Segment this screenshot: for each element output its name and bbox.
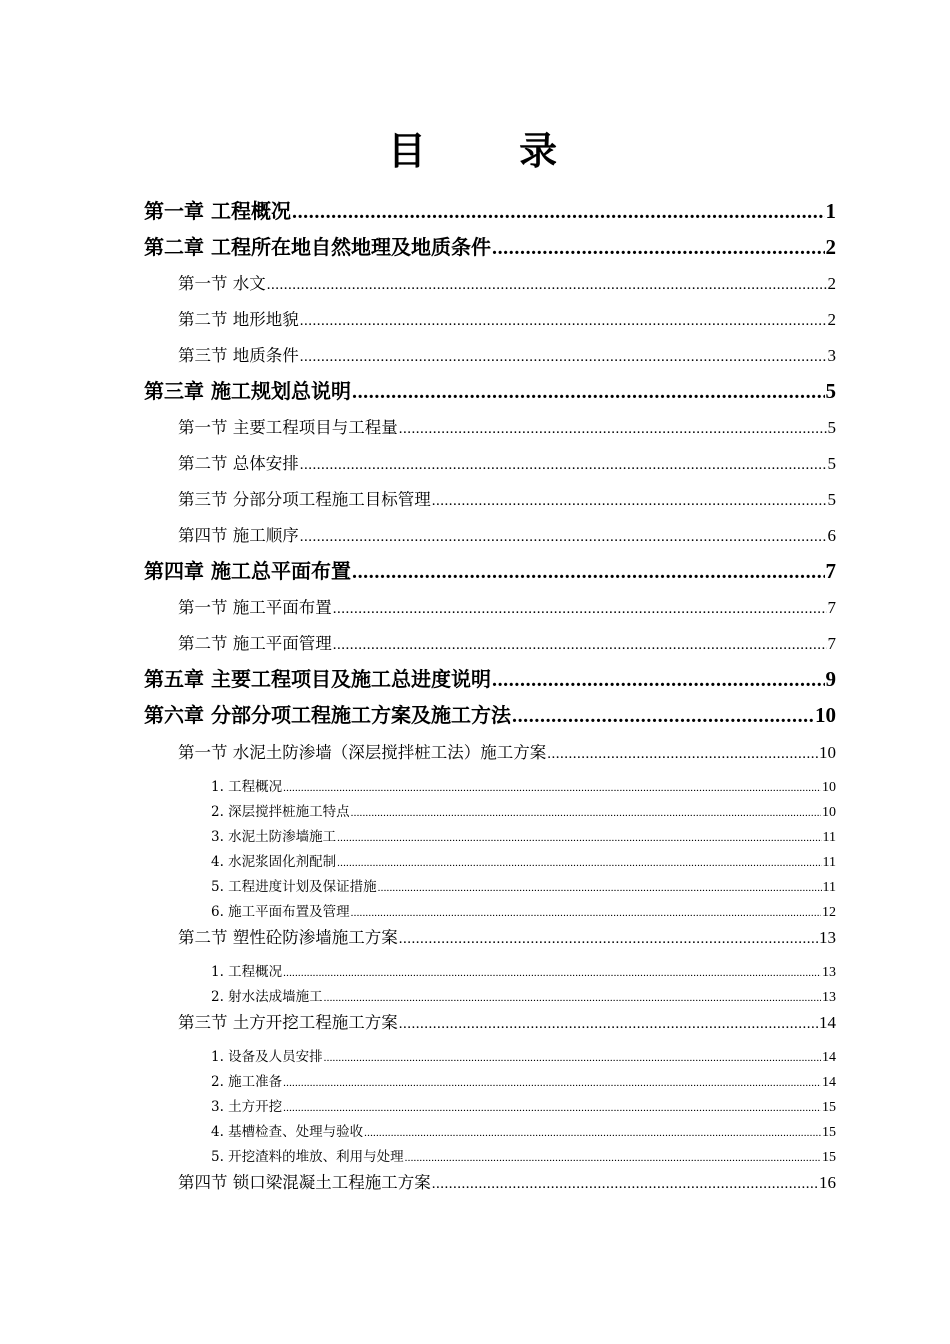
- toc-entry-label: 第二节 塑性砼防渗墙施工方案: [178, 928, 398, 947]
- toc-subsection-entry[interactable]: [211, 1045, 836, 1067]
- toc-entry-page: 10: [819, 743, 836, 762]
- dot-leader: [399, 1016, 818, 1033]
- toc-section-entry[interactable]: [178, 924, 836, 950]
- toc-subsection-entry[interactable]: [211, 1120, 836, 1142]
- toc-entry-label: 1. 工程概况: [211, 964, 283, 980]
- dot-leader: [300, 313, 827, 330]
- toc-entry-page: 3: [827, 346, 836, 365]
- toc-entry-label: 第一节 水泥土防渗墙（深层搅拌桩工法）施工方案: [178, 743, 547, 762]
- dot-leader: [352, 381, 825, 404]
- toc-section-entry[interactable]: [178, 450, 836, 476]
- toc-entry-label: 第三节 土方开挖工程施工方案: [178, 1013, 398, 1032]
- dot-leader: [324, 1052, 821, 1064]
- dot-leader: [283, 782, 821, 794]
- toc-section-entry[interactable]: [178, 739, 836, 765]
- toc-entry-page: 5: [825, 379, 836, 403]
- toc-entry-page: 5: [827, 418, 836, 437]
- dot-leader: [492, 669, 825, 692]
- toc-entry-page: 13: [822, 990, 836, 1005]
- dot-leader: [300, 457, 827, 474]
- toc-subsection-entry[interactable]: [211, 850, 836, 872]
- toc-entry-page: 14: [822, 1075, 836, 1090]
- toc-entry-label: 第四节 施工顺序: [178, 526, 299, 545]
- toc-section-entry[interactable]: [178, 1169, 836, 1195]
- toc-entry-page: 16: [819, 1173, 836, 1192]
- toc-entry-label: 1. 设备及人员安排: [211, 1049, 323, 1065]
- toc-entry-page: 14: [819, 1013, 836, 1032]
- toc-entry-page: 15: [822, 1125, 836, 1140]
- toc-entry-label: 第二节 施工平面管理: [178, 634, 332, 653]
- dot-leader: [399, 931, 818, 948]
- toc-entry-label: 第四章 施工总平面布置: [144, 559, 351, 583]
- toc-entry-label: 第六章 分部分项工程施工方案及施工方法: [144, 703, 511, 727]
- dot-leader: [267, 277, 827, 294]
- dot-leader: [352, 561, 825, 584]
- toc-chapter-entry[interactable]: [144, 195, 836, 225]
- dot-leader: [351, 807, 821, 819]
- toc-entry-page: 7: [825, 559, 836, 583]
- dot-leader: [337, 857, 821, 869]
- toc-entry-page: 6: [827, 526, 836, 545]
- dot-leader: [432, 1176, 818, 1193]
- dot-leader: [547, 746, 818, 763]
- toc-entry-label: 5. 开挖渣料的堆放、利用与处理: [211, 1149, 404, 1165]
- toc-entry-page: 11: [822, 855, 836, 870]
- toc-entry-page: 11: [822, 830, 836, 845]
- toc-entry-label: 第三章 施工规划总说明: [144, 379, 351, 403]
- toc-section-entry[interactable]: [178, 270, 836, 296]
- toc-entry-label: 第四节 锁口梁混凝土工程施工方案: [178, 1173, 431, 1192]
- toc-subsection-entry[interactable]: [211, 985, 836, 1007]
- dot-leader: [333, 601, 827, 618]
- dot-leader: [337, 832, 821, 844]
- dot-leader: [300, 529, 827, 546]
- toc-entry-page: 1: [825, 199, 836, 223]
- toc-entry-label: 3. 水泥土防渗墙施工: [211, 829, 337, 845]
- toc-section-entry[interactable]: [178, 1009, 836, 1035]
- toc-entry-page: 7: [827, 634, 836, 653]
- toc-entry-label: 6. 施工平面布置及管理: [211, 904, 350, 920]
- dot-leader: [492, 237, 825, 260]
- toc-subsection-entry[interactable]: [211, 875, 836, 897]
- toc-section-entry[interactable]: [178, 486, 836, 512]
- dot-leader: [364, 1127, 821, 1139]
- toc-entry-label: 4. 基槽检查、处理与验收: [211, 1124, 364, 1140]
- toc-section-entry[interactable]: [178, 522, 836, 548]
- toc-section-entry[interactable]: [178, 306, 836, 332]
- toc-entry-page: 15: [822, 1150, 836, 1165]
- toc-entry-page: 15: [822, 1100, 836, 1115]
- toc-entry-label: 1. 工程概况: [211, 779, 283, 795]
- toc-entry-label: 4. 水泥浆固化剂配制: [211, 854, 337, 870]
- toc-entry-page: 2: [827, 274, 836, 293]
- toc-entry-page: 12: [822, 905, 836, 920]
- toc-entry-label: 第一节 施工平面布置: [178, 598, 332, 617]
- toc-entry-label: 第一章 工程概况: [144, 199, 291, 223]
- dot-leader: [292, 201, 825, 224]
- toc-subsection-entry[interactable]: [211, 1145, 836, 1167]
- dot-leader: [324, 992, 821, 1004]
- toc-entry-label: 2. 射水法成墙施工: [211, 989, 323, 1005]
- toc-section-entry[interactable]: [178, 594, 836, 620]
- toc-entry-page: 10: [822, 780, 836, 795]
- dot-leader: [300, 349, 827, 366]
- toc-entry-label: 2. 深层搅拌桩施工特点: [211, 804, 350, 820]
- toc-entry-label: 第二节 地形地貌: [178, 310, 299, 329]
- toc-entry-label: 第一节 水文: [178, 274, 266, 293]
- toc-chapter-entry[interactable]: [144, 375, 836, 405]
- dot-leader: [378, 882, 822, 894]
- toc-entry-page: 13: [822, 965, 836, 980]
- toc-entry-label: 3. 土方开挖: [211, 1099, 283, 1115]
- toc-subsection-entry[interactable]: [211, 1095, 836, 1117]
- toc-section-entry[interactable]: [178, 630, 836, 656]
- dot-leader: [283, 1102, 821, 1114]
- toc-subsection-entry[interactable]: [211, 900, 836, 922]
- toc-entry-page: 14: [822, 1050, 836, 1065]
- toc-subsection-entry[interactable]: [211, 1070, 836, 1092]
- toc-entry-page: 5: [827, 490, 836, 509]
- toc-subsection-entry[interactable]: [211, 800, 836, 822]
- toc-entry-page: 13: [819, 928, 836, 947]
- toc-entry-label: 第二节 总体安排: [178, 454, 299, 473]
- toc-entry-page: 7: [827, 598, 836, 617]
- toc-section-entry[interactable]: [178, 342, 836, 368]
- toc-entry-label: 5. 工程进度计划及保证措施: [211, 879, 377, 895]
- dot-leader: [512, 705, 814, 728]
- toc-title: 目 录: [387, 129, 598, 173]
- toc-entry-label: 2. 施工准备: [211, 1074, 283, 1090]
- toc-entry-page: 2: [825, 235, 836, 259]
- dot-leader: [399, 421, 827, 438]
- toc-entry-page: 10: [815, 703, 836, 727]
- toc-chapter-entry[interactable]: [144, 699, 836, 729]
- toc-entry-label: 第三节 地质条件: [178, 346, 299, 365]
- toc-chapter-entry[interactable]: [144, 555, 836, 585]
- dot-leader: [405, 1152, 821, 1164]
- dot-leader: [283, 1077, 821, 1089]
- dot-leader: [333, 637, 827, 654]
- toc-entry-page: 10: [822, 805, 836, 820]
- dot-leader: [283, 967, 821, 979]
- toc-entry-page: 9: [825, 667, 836, 691]
- toc-section-entry[interactable]: [178, 414, 836, 440]
- toc-chapter-entry[interactable]: [144, 231, 836, 261]
- toc-entry-page: 5: [827, 454, 836, 473]
- toc-entry-label: 第五章 主要工程项目及施工总进度说明: [144, 667, 491, 691]
- toc-entry-page: 2: [827, 310, 836, 329]
- toc-subsection-entry[interactable]: [211, 960, 836, 982]
- toc-entry-label: 第三节 分部分项工程施工目标管理: [178, 490, 431, 509]
- toc-chapter-entry[interactable]: [144, 663, 836, 693]
- toc-subsection-entry[interactable]: [211, 825, 836, 847]
- toc-entry-label: 第一节 主要工程项目与工程量: [178, 418, 398, 437]
- dot-leader: [432, 493, 827, 510]
- toc-entry-label: 第二章 工程所在地自然地理及地质条件: [144, 235, 491, 259]
- dot-leader: [351, 907, 821, 919]
- toc-subsection-entry[interactable]: [211, 775, 836, 797]
- toc-entry-page: 11: [822, 880, 836, 895]
